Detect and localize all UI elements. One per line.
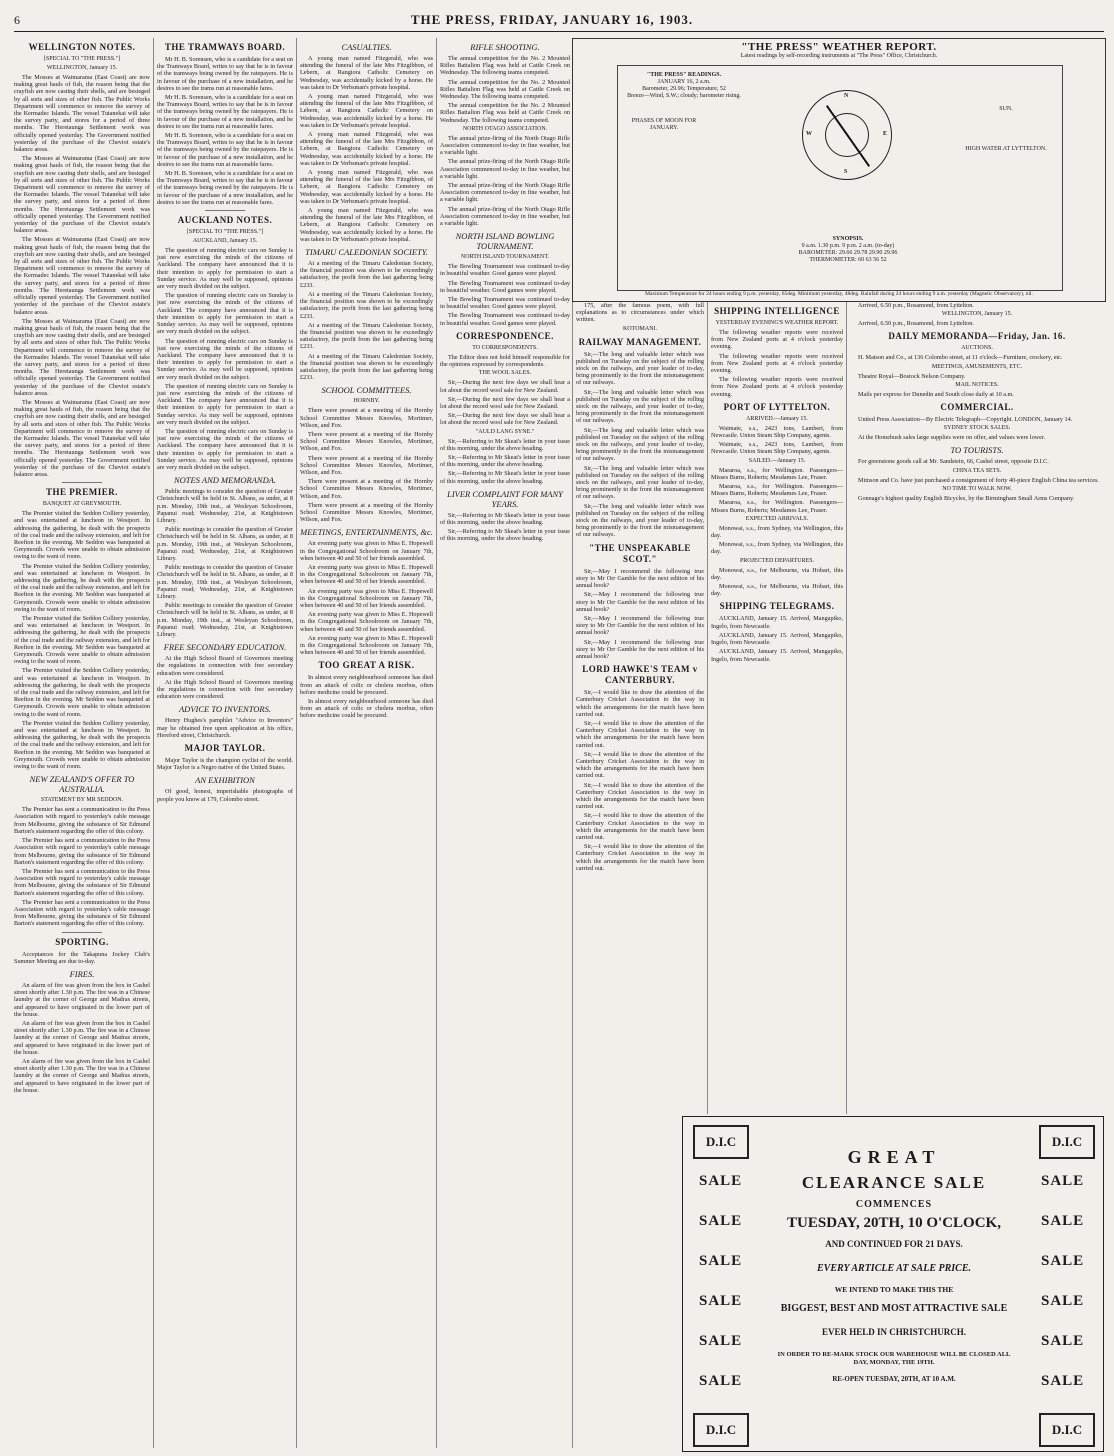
ad-duration: AND CONTINUED FOR 21 DAYS. — [825, 1239, 963, 1249]
article-heading: PORT OF LYTTELTON. — [723, 401, 831, 412]
article-byline: [SPECIAL TO "THE PRESS."] — [43, 56, 121, 62]
article-body: The Premier has sent a communication to the Press Association with regard to yesterday's cable message from Melbourne, giving the substance of Sir Edmund Barton's statement regarding the offer of this colony. — [14, 898, 150, 928]
article-body: Mr H. B. Sorensen, who is a candidate for a seat on the Tramways Board, writes to say that he is in favour of the tramways being owned by the ratepayers. He is in favour of the purchase of a new installation, and he desires to see the trams run at reasonable fares. — [157, 94, 293, 130]
article-heading: NOTES AND MEMORANDA. — [173, 475, 277, 486]
divider — [205, 210, 246, 211]
article-body: The Editor does not hold himself responsible for the opinions expressed by correspondents. — [440, 353, 570, 369]
article-body: The annual prize-firing of the North Otago Rifle Association commenced to-day in fine weather, but a variable light. — [440, 158, 570, 180]
article-body: Sir,—The long and valuable letter which was published on Tuesday on the subject of the rolling stock on the railways, and your leader of to-day, bring prominently to the front the mismanagement of our railways. — [576, 350, 704, 387]
article-signoff: KOTOMANI. — [622, 325, 658, 332]
sun-label: SUN. — [999, 106, 1013, 112]
article-body: The Mosses at Waimarama (East Coast) are now making great hauls of fish, the reason being that the crayfish are now casting their shells, and are besieged by all sorts and sizes of other fish. The Public Works Department will commence to remove the survey of the Kermadec Islands. The vessel Tutanekai will take the survey party, and stores for a period of three months. The Heretaunga Settlement work was officially opened yesterday. The Government notified yesterday of the purchase of the Cheviot estate's balance areas. — [14, 155, 150, 235]
article-body: There were present at a meeting of the Hornby School Committee Messrs Knowles, Mortimer, Wilson, and Fox. — [300, 407, 433, 429]
article-heading: TIMARU CALEDONIAN SOCIETY. — [305, 247, 428, 258]
article-body: The Mosses at Waimarama (East Coast) are now making great hauls of fish, the reason being that the crayfish are now casting their shells, and are besieged by all sorts and sizes of other fish. The Public Works Department will commence to remove the survey of the Kermadec Islands. The vessel Tutanekai will take the survey party, and stores for a period of three months. The Heretaunga Settlement work was officially opened yesterday. The Government notified yesterday of the purchase of the Cheviot estate's balance areas. — [14, 74, 150, 154]
moon-label: PHASES OF MOON FOR JANUARY. — [631, 118, 697, 131]
column-rule — [436, 38, 437, 1448]
article-body: AUCKLAND, January 15. Arrived, Mangapiko, Ingelo, from Newcastle. — [711, 615, 843, 630]
column-4 — [440, 38, 570, 1448]
article-body: An alarm of fire was given from the box in Cashel street shortly after 1.30 p.m. The fire was in a Chinese laundry at the corner of George and Madras streets, and appeared to have originated in the lower part of the house. — [14, 1057, 150, 1094]
column-1 — [14, 38, 150, 1448]
weather-report — [572, 38, 1106, 302]
article-body: The question of running electric cars on Sunday is just now exercising the minds of the citizens of Auckland. The company have announced that it is their intention to apply for permission to start a Sunday service. As may well be supposed, opinions are very much divided on the subject. — [157, 427, 293, 471]
article-body: An evening party was given to Miss E. Hopewell in the Congregational Schoolroom on January 7th, when between 40 and 50 of her friends assembled. — [300, 540, 433, 562]
article-heading: RIFLE SHOOTING. — [470, 42, 540, 52]
column-3 — [300, 38, 433, 1448]
article-body: Arrived, 6.50 p.m., Rosamond, from Lyttelton. — [858, 320, 974, 328]
article-body: At a meeting of the Timaru Caledonian Society, the financial position was shown to be exceedingly satisfactory, the profit from the last gathering being £233. — [300, 260, 433, 289]
article-body: A young man named Fitzgerald, who was attending the funeral of the late Mrs Fitzgibbon, of Lebern, at Rangiora Catholic Cemetery on Wednesday, was accidentally kicked by a horse. He was taken to Dr Verbsman's private hospital. — [300, 55, 433, 91]
sale-label: SALE — [1041, 1173, 1085, 1189]
dic-logo: D.I.C — [1039, 1125, 1095, 1159]
weather-footer: Maximum Temperature for 24 hours ending 9 p.m. yesterday, 65deg. Minimum yesterday, 48deg. Rainfall during 24 hours ending 9 a.m. yesterday (Magnetic Observatory), nil. — [645, 290, 1033, 297]
column-2 — [157, 38, 293, 1448]
article-body: At the High School Board of Governors meeting the regulations in connection with free secondary education were considered. — [157, 678, 293, 701]
article-dateline: WELLINGTON, January 15. — [46, 65, 118, 71]
article-body: The following weather reports were received from New Zealand ports at 4 o'clock yesterday evening. — [711, 352, 843, 375]
article-subheading: AUCTIONS. — [961, 345, 993, 352]
readings-date: JANUARY 16, 2 a.m. — [657, 79, 711, 85]
article-body: In almost every neighbourhood someone has died from an attack of colic or cholera morbus, often before medicine could be procured. — [300, 674, 433, 696]
article-body: United Press Association—By Electric Telegraph—Copyright. LONDON, January 14. — [858, 416, 1073, 424]
article-heading: LIVER COMPLAINT FOR MANY YEARS. — [447, 488, 563, 509]
article-body: Sir,—Referring to Mr Skeat's letter in your issue of this morning, under the above heading. — [440, 511, 570, 526]
moon-phases — [624, 118, 704, 132]
article-body: Acceptances for the Takapuna Jockey Club's Summer Meeting are due to-day. — [14, 950, 150, 965]
sale-label: SALE — [1041, 1293, 1085, 1309]
article-body: Mr H. B. Sorensen, who is a candidate for a seat on the Tramways Board, writes to say that he is in favour of the tramways being owned by the ratepayers. He is in favour of the purchase of a new installation, and he desires to see the trams run at reasonable fares. — [157, 132, 293, 168]
article-body: Sir,—The long and valuable letter which was published on Tuesday on the subject of the rolling stock on the railways, and your leader of to-day, bring prominently to the front the mismanagement of our railways. — [576, 502, 704, 539]
article-heading: RAILWAY MANAGEMENT. — [578, 336, 702, 347]
article-body: Mails per express for Dunedin and South close daily at 10 a.m. — [858, 390, 1014, 398]
column-rule — [846, 302, 847, 1114]
synopsis-thermometer: THERMOMETER: 60 63 56 52 — [809, 257, 887, 263]
article-body: There were present at a meeting of the Hornby School Committee Messrs Knowles, Mortimer, Wilson, and Fox. — [300, 501, 433, 524]
tide-box — [958, 146, 1054, 153]
sale-label: SALE — [1041, 1333, 1085, 1349]
article-subheading: EXPECTED ARRIVALS. — [745, 515, 809, 522]
masthead — [14, 10, 1104, 30]
divider — [62, 482, 103, 483]
article-body: Sir,—I would like to draw the attention of the Canterbury Cricket Association to the way in which the arrangements for the match have been carried out. — [576, 812, 704, 841]
article-body: Sir,—The long and valuable letter which was published on Tuesday on the subject of the rolling stock on the railways, and your leader of to-day, bring prominently to the front the mismanagement of our railways. — [576, 464, 704, 501]
synopsis-barometer: BAROMETER: 29.66 29.78 29.90 29.96 — [798, 250, 898, 256]
article-subheading: THE WOOL SALES. — [478, 370, 532, 377]
article-body: Sir,—The long and valuable letter which was published on Tuesday on the subject of the rolling stock on the railways, and your leader of to-day, bring prominently to the front the mismanagement of our railways. — [576, 388, 704, 425]
readings-title: "THE PRESS" READINGS. — [646, 72, 722, 78]
column-rule — [707, 302, 708, 1114]
article-body: Mr H. B. Sorensen, who is a candidate for a seat on the Tramways Board, writes to say that he is in favour of the tramways being owned by the ratepayers. He is in favour of the purchase of a new installation, and he desires to see the trams run at reasonable fares. — [157, 170, 293, 206]
article-body: Monowai, s.s., from Sydney, via Wellington, this day. — [711, 541, 843, 556]
article-subheading: SAILED.—January 15. — [748, 457, 806, 464]
article-subheading: PROJECTED DEPARTURES. — [739, 557, 815, 564]
article-body: The question of running electric cars on Sunday is just now exercising the minds of the citizens of Auckland. The company have announced that it is their intention to apply for permission to start a Sunday service. As may well be supposed, opinions are very much divided on the subject. — [157, 337, 293, 381]
article-body: Monowai, s.s., for Melbourne, via Hobart, this day. — [711, 566, 843, 581]
sale-label: SALE — [1041, 1213, 1085, 1229]
article-body: Sir,—Referring to Mr Skeat's letter in your issue of this morning, under the above heading. — [440, 437, 570, 452]
article-body: The annual competition for the No. 2 Mounted Rifles Battalion Flag was held at Cattle Creek on Wednesday. The following teams competed. — [440, 102, 570, 124]
article-body: Public meetings to consider the question of Greater Christchurch will be held in St. Albans, as under, at 8 p.m. Monday, 19th inst., at Wesleyan Schoolroom, Papanui road; Wednesday, 21st, at Knightstown Library. — [157, 564, 293, 600]
article-body: In almost every neighbourhood someone has died from an attack of colic or cholera morbus, often before medicine could be procured. — [300, 698, 433, 720]
article-body: The Premier visited the Seddon Colliery yesterday, and was entertained at luncheon in Westport. In addressing the gathering, he dealt with the prospects of the coal trade and the railway extension, and left for Reefton in the evening. Mr Seddon was banqueted at Greymouth. Crowds were unable to obtain admission owing to the want of room. — [14, 615, 150, 666]
page-number: 6 — [14, 12, 20, 27]
article-body: The question of running electric cars on Sunday is just now exercising the minds of the citizens of Auckland. The company have announced that it is their intention to apply for permission to start a Sunday service. As may well be supposed, opinions are very much divided on the subject. — [157, 247, 293, 291]
article-subheading: NORTH OTAGO ASSOCIATION. — [462, 125, 548, 132]
article-body: The Mosses at Waimarama (East Coast) are now making great hauls of fish, the reason being that the crayfish are now casting their shells, and are besieged by all sorts and sizes of other fish. The Public Works Department will commence to remove the survey of the Kermadec Islands. The vessel Tutanekai will take the survey party, and stores for a period of three months. The Heretaunga Settlement work was officially opened yesterday. The Government notified yesterday of the purchase of the Cheviot estate's balance areas. — [14, 317, 150, 397]
article-heading: THE TRAMWAYS BOARD. — [164, 42, 286, 52]
weather-subtitle: Latest readings by self-recording instruments at "The Press" Office, Christchurch. — [740, 53, 938, 59]
sale-label: SALE — [699, 1333, 743, 1349]
article-body: An evening party was given to Miss E. Hopewell in the Congregational Schoolroom on January 7th, when between 40 and 50 of her friends assembled. — [300, 563, 433, 586]
sale-label: SALE — [699, 1293, 743, 1309]
article-heading: TOO GREAT A RISK. — [318, 660, 415, 671]
article-heading: COMMERCIAL. — [940, 402, 1014, 413]
article-heading: AUCKLAND NOTES. — [177, 215, 273, 226]
article-body: The Premier visited the Seddon Colliery yesterday, and was entertained at luncheon in Westport. In addressing the gathering, he dealt with the prospects of the coal trade and the railway extension, and left for Reefton in the evening. Mr Seddon was banqueted at Greymouth. Crowds were unable to obtain admission owing to the want of room. — [14, 667, 150, 718]
sun-box — [958, 106, 1054, 113]
article-body: 175, after the famous poem, with full explanations as to circumstances under which written. — [576, 302, 704, 324]
article-body: A young man named Fitzgerald, who was attending the funeral of the late Mrs Fitzgibbon, of Lebern, at Rangiora Catholic Cemetery on Wednesday, was accidentally kicked by a horse. He was taken to Dr Verbsman's private hospital. — [300, 169, 433, 205]
article-body: An alarm of fire was given from the box in Cashel street shortly after 1.30 p.m. The fire was in a Chinese laundry at the corner of George and Madras streets, and appeared to have originated in the lower part of the house. — [14, 981, 150, 1018]
article-body: The Mosses at Waimarama (East Coast) are now making great hauls of fish, the reason being that the crayfish are now casting their shells, and are besieged by all sorts and sizes of other fish. The Public Works Department will commence to remove the survey of the Kermadec Islands. The vessel Tutanekai will take the survey party, and stores for a period of three months. The Heretaunga Settlement work was officially opened yesterday. The Government notified yesterday of the purchase of the Cheviot estate's balance areas. — [14, 398, 150, 478]
ad-headline-great: GREAT — [847, 1147, 941, 1167]
ad-headline-clearance: CLEARANCE SALE — [801, 1173, 987, 1192]
article-body: Monowai, s.s., for Melbourne, via Hobart, this day. — [711, 583, 843, 598]
article-body: Monowai, s.s., from Sydney, via Wellington, this day. — [711, 524, 843, 540]
article-heading: CORRESPONDENCE. — [456, 330, 554, 341]
column-rule — [296, 38, 297, 1448]
compass-east: E — [883, 131, 888, 137]
article-body: For greenstone goods call at Mr. Sandstein, 66, Cashel street, opposite D.I.C. — [858, 458, 1049, 466]
article-subheading: BANQUET AT GREYMOUTH. — [42, 501, 122, 508]
ad-biggest: BIGGEST, BEST AND MOST ATTRACTIVE SALE — [780, 1303, 1008, 1314]
article-body: The Bowling Tournament was continued to-day in beautiful weather. Good games were played. — [440, 279, 570, 294]
article-body: Sir,—May I recommend the following true story to Mr Orr Gamble for the next edition of his annual book? — [576, 591, 704, 613]
article-body: Sir,—During the next few days we shall hear a lot about the record wool sale for New Zealand. — [440, 412, 570, 427]
article-heading: "THE UNSPEAKABLE SCOT." — [589, 542, 691, 564]
article-subheading: WELLINGTON, January 15. — [941, 311, 1013, 318]
dic-logo: D.I.C — [693, 1413, 749, 1447]
article-body: Sir,—May I recommend the following true story to Mr Orr Gamble for the next edition of his annual book? — [576, 567, 704, 590]
article-subheading: ARRIVED.—January 15. — [746, 415, 808, 422]
dic-sale-advertisement — [682, 1116, 1104, 1452]
article-heading: THE PREMIER. — [45, 487, 118, 498]
ad-intend: WE INTEND TO MAKE THIS THE — [834, 1285, 954, 1294]
article-heading: AN EXHIBITION — [195, 775, 255, 786]
article-body: AUCKLAND, January 15. Arrived, Mangapiko, Ingelo, from Newcastle. — [711, 648, 843, 663]
article-body: The annual prize-firing of the North Otago Rifle Association commenced to-day in fine weather, but a variable light. — [440, 182, 570, 204]
sale-label: SALE — [699, 1253, 743, 1269]
sale-label: SALE — [1041, 1253, 1085, 1269]
masthead-rule — [14, 31, 1104, 32]
divider — [62, 932, 103, 933]
article-body: At the Homebush sales large supplies were on offer, and values were lower. — [858, 434, 1046, 442]
sale-label: SALE — [699, 1173, 743, 1189]
article-body: The Mosses at Waimarama (East Coast) are now making great hauls of fish, the reason being that the crayfish are now casting their shells, and are besieged by all sorts and sizes of other fish. The Public Works Department will commence to remove the survey of the Kermadec Islands. The vessel Tutanekai will take the survey party, and stores for a period of three months. The Heretaunga Settlement work was officially opened yesterday. The Government notified yesterday of the purchase of the Cheviot estate's balance areas. — [14, 236, 150, 316]
article-body: Gonnage's highest quality English Bicycles, by the Birmingham Small Arms Company. — [858, 494, 1075, 502]
ad-every-article: EVERY ARTICLE AT SALE PRICE. — [816, 1263, 972, 1274]
article-heading: NORTH ISLAND BOWLING TOURNAMENT. — [455, 231, 555, 252]
article-heading: SHIPPING INTELLIGENCE — [714, 306, 840, 316]
readings-box — [624, 72, 744, 100]
article-body: Sir,—The long and valuable letter which was published on Tuesday on the subject of the rolling stock on the railways, and your leader of to-day, bring prominently to the front the mismanagement of our railways. — [576, 426, 704, 463]
article-body: The Premier has sent a communication to the Press Association with regard to yesterday's cable message from Melbourne, giving the substance of Sir Edmund Barton's statement regarding the offer of this colony. — [14, 837, 150, 866]
compass-north: N — [844, 93, 849, 99]
article-heading: MEETINGS, ENTERTAINMENTS, &c. — [300, 527, 433, 538]
article-heading: MAJOR TAYLOR. — [184, 743, 266, 754]
article-body: The Bowling Tournament was continued to-day in beautiful weather. Good games were played. — [440, 296, 570, 311]
article-body: Mararoa, s.s., for Wellington. Passengers—Misses Burns, Roberts; Mesdames Lee, Fraser. — [711, 483, 843, 498]
article-subheading: CHINA TEA SETS. — [952, 467, 1002, 474]
article-body: The Premier has sent a communication to the Press Association with regard to yesterday's cable message from Melbourne, giving the substance of Sir Edmund Barton's statement regarding the offer of this colony. — [14, 867, 150, 897]
column-rule — [572, 300, 573, 1448]
article-body: An evening party was given to Miss E. Hopewell in the Congregational Schoolroom on January 7th, when between 40 and 50 of her friends assembled. — [300, 611, 433, 633]
article-subheading: "AULD LANG SYNE." — [475, 428, 535, 435]
article-body: The Bowling Tournament was continued to-day in beautiful weather. Good games were played. — [440, 263, 570, 278]
article-body: The question of running electric cars on Sunday is just now exercising the minds of the citizens of Auckland. The company have announced that it is their intention to apply for permission to start a Sunday service. As may well be supposed, opinions are very much divided on the subject. — [157, 292, 293, 336]
article-body: At the High School Board of Governors meeting the regulations in connection with free secondary education were considered. — [157, 655, 293, 677]
article-body: Sir,—I would like to draw the attention of the Canterbury Cricket Association to the way in which the arrangements for the match have been carried out. — [576, 719, 704, 749]
ad-commences: COMMENCES — [855, 1199, 933, 1210]
article-body: The question of running electric cars on Sunday is just now exercising the minds of the citizens of Auckland. The company have announced that it is their intention to apply for permission to start a Sunday service. As may well be supposed, opinions are very much divided on the subject. — [157, 382, 293, 426]
article-body: The Premier visited the Seddon Colliery yesterday, and was entertained at luncheon in Westport. In addressing the gathering, he dealt with the prospects of the coal trade and the railway extension, and left for Reefton in the evening. Mr Seddon was banqueted at Greymouth. Crowds were unable to obtain admission owing to the want of room. — [14, 510, 150, 561]
article-subheading: YESTERDAY EVENING'S WEATHER REPORT. — [715, 320, 839, 326]
article-body: The Premier visited the Seddon Colliery yesterday, and was entertained at luncheon in Westport. In addressing the gathering, he dealt with the prospects of the coal trade and the railway extension, and left for Reefton in the evening. Mr Seddon was banqueted at Greymouth. Crowds were unable to obtain admission owing to the want of room. — [14, 562, 150, 613]
article-body: The Bowling Tournament was continued to-day in beautiful weather. Good games were played. — [440, 312, 570, 327]
article-subheading: MAIL NOTICES. — [955, 381, 999, 388]
article-body: Waimate, s.s., 2423 tons, Lambert, from Newcastle. Union Steam Ship Company, agents. — [711, 424, 843, 440]
article-body: There were present at a meeting of the Hornby School Committee Messrs Knowles, Mortimer, Wilson, and Fox. — [300, 430, 433, 453]
article-body: Of good, honest, imperishable photographs of people you know at 179, Colombo street. — [157, 788, 293, 803]
article-body: Sir,—I would like to draw the attention of the Canterbury Cricket Association to the way in which the arrangements for the match have been carried out. — [576, 843, 704, 872]
article-subheading: MEETINGS, AMUSEMENTS, ETC. — [931, 363, 1023, 370]
article-body: Mararoa, s.s., for Wellington. Passengers—Misses Burns, Roberts; Mesdames Lee, Fraser. — [711, 466, 843, 481]
readings-line: Barometer, 29.96; Temperature, 52 — [642, 86, 726, 92]
synopsis — [718, 236, 978, 264]
article-body: An evening party was given to Miss E. Hopewell in the Congregational Schoolroom on January 7th, when between 40 and 50 of her friends assembled. — [300, 634, 433, 657]
article-body: An evening party was given to Miss E. Hopewell in the Congregational Schoolroom on January 7th, when between 40 and 50 of her friends assembled. — [300, 587, 433, 609]
article-dateline: AUCKLAND, January 15. — [192, 238, 258, 245]
article-heading: ADVICE TO INVENTORS. — [178, 704, 271, 715]
compass-rose-icon — [802, 90, 892, 180]
ad-ever-held: EVER HELD IN CHRISTCHURCH. — [821, 1327, 967, 1337]
synopsis-times: 9 a.m. 1.30 p.m. 9 p.m. 2 a.m. (to-day) — [801, 243, 895, 249]
article-body: Sir,—During the next few days we shall hear a lot about the record wool sale for New Zealand. — [440, 379, 570, 394]
article-body: At a meeting of the Timaru Caledonian Society, the financial position was shown to be exceedingly satisfactory, the profit from the last gathering being £233. — [300, 321, 433, 351]
sale-label: SALE — [699, 1373, 743, 1389]
article-body: The Premier visited the Seddon Colliery yesterday, and was entertained at luncheon in Westport. In addressing the gathering, he dealt with the prospects of the coal trade and the railway extension, and left for Reefton in the evening. Mr Seddon was banqueted at Greymouth. Crowds were unable to obtain admission owing to the want of room. — [14, 719, 150, 771]
article-body: The following weather reports were received from New Zealand ports at 4 o'clock yesterday evening. — [711, 329, 843, 351]
article-subheading: TO CORRESPONDENTS. — [472, 344, 538, 351]
article-body: Arrived, 6.50 p.m., Rosamond, from Lyttelton. — [858, 302, 974, 309]
article-subheading: HORNBY. — [353, 398, 380, 405]
article-body: Public meetings to consider the question of Greater Christchurch will be held in St. Albans, as under, at 8 p.m. Monday, 19th inst., at Wesleyan Schoolroom, Papanui road; Wednesday, 21st, at Knightstown Library. — [157, 602, 293, 639]
ad-date: TUESDAY, 20TH, 10 O'CLOCK, — [787, 1215, 1001, 1231]
ad-notice: IN ORDER TO RE-MARK STOCK OUR WAREHOUSE WILL BE CLOSED ALL DAY, MONDAY, THE 19TH. — [777, 1351, 1011, 1366]
article-heading: FIRES. — [69, 968, 95, 979]
article-body: Sir,—I would like to draw the attention of the Canterbury Cricket Association to the way in which the arrangements for the match have been carried out. — [576, 750, 704, 780]
article-subheading: NORTH ISLAND TOURNAMENT. — [460, 254, 550, 261]
article-heading: CASUALTIES. — [341, 42, 392, 52]
article-subheading: SYDNEY STOCK SALES. — [943, 425, 1011, 432]
article-body: There were present at a meeting of the Hornby School Committee Messrs Knowles, Mortimer, Wilson, and Fox. — [300, 454, 433, 476]
article-heading: SPORTING. — [55, 936, 109, 947]
article-body: The Premier has sent a communication to the Press Association with regard to yesterday's cable message from Melbourne, giving the substance of Sir Edmund Barton's statement regarding the offer of this colony. — [14, 806, 150, 835]
article-heading: DAILY MEMORANDA—Friday, Jan. 16. — [888, 331, 1066, 342]
article-body: The annual competition for the No. 2 Mounted Rifles Battalion Flag was held at Cattle Creek on Wednesday. The following teams competed. — [440, 78, 570, 101]
article-body: A young man named Fitzgerald, who was attending the funeral of the late Mrs Fitzgibbon, of Lebern, at Rangiora Catholic Cemetery on Wednesday, was accidentally kicked by a horse. He was taken to Dr Verbsman's private hospital. — [300, 131, 433, 167]
column-6 — [711, 302, 843, 1114]
article-byline: [SPECIAL TO "THE PRESS."] — [186, 229, 264, 236]
article-body: A young man named Fitzgerald, who was attending the funeral of the late Mrs Fitzgibbon, of Lebern, at Rangiora Catholic Cemetery on Wednesday, was accidentally kicked by a horse. He was taken to Dr Verbsman's private hospital. — [300, 207, 433, 243]
article-body: AUCKLAND, January 15. Arrived, Mangapiko, Ingelo, from Newcastle. — [711, 631, 843, 647]
article-heading: FREE SECONDARY EDUCATION. — [163, 642, 287, 653]
compass-south: S — [844, 169, 848, 175]
dic-logo: D.I.C — [693, 1125, 749, 1159]
dic-logo: D.I.C — [1039, 1413, 1095, 1447]
article-body: Sir,—Referring to Mr Skeat's letter in your issue of this morning, under the above heading. — [440, 470, 570, 485]
article-body: Theatre Royal—Bostock Nelson Company. — [858, 372, 966, 380]
column-7 — [850, 302, 1104, 1114]
article-body: Waimate, s.s., 2423 tons, Lambert, from Newcastle. Union Steam Ship Company, agents. — [711, 441, 843, 456]
article-body: Mararoa, s.s., for Wellington. Passengers—Misses Burns, Roberts; Mesdames Lee, Fraser. — [711, 499, 843, 514]
article-body: Sir,—I would like to draw the attention of the Canterbury Cricket Association to the way in which the arrangements for the match have been carried out. — [576, 689, 704, 718]
article-body: The annual competition for the No. 2 Mounted Rifles Battalion Flag was held at Cattle Creek on Wednesday. The following teams competed. — [440, 55, 570, 77]
article-body: An alarm of fire was given from the box in Cashel street shortly after 1.30 p.m. The fire was in a Chinese laundry at the corner of George and Madras streets, and appeared to have originated in the lower part of the house. — [14, 1019, 150, 1056]
weather-chart — [617, 65, 1063, 291]
article-body: H. Matson and Co., at 136 Colombo street, at 11 o'clock—Furniture, crockery, etc. — [858, 354, 1063, 362]
article-body: Sir,—May I recommend the following true story to Mr Orr Gamble for the next edition of his annual book? — [576, 614, 704, 637]
article-body: Sir,—During the next few days we shall hear a lot about the record wool sale for New Zealand. — [440, 395, 570, 410]
article-heading: TO TOURISTS. — [950, 445, 1004, 456]
newspaper-title: THE PRESS, FRIDAY, JANUARY 16, 1903. — [410, 12, 694, 27]
article-body: Sir,—Referring to Mr Skeat's letter in your issue of this morning, under the above heading. — [440, 528, 570, 543]
article-subheading: NO TIME TO WALK NOW. — [942, 485, 1012, 492]
article-heading: SCHOOL COMMITTEES. — [321, 385, 412, 396]
article-body: The annual prize-firing of the North Otago Rifle Association commenced to-day in fine weather, but a variable light. — [440, 134, 570, 157]
article-body: Public meetings to consider the question of Greater Christchurch will be held in St. Albans, as under, at 8 p.m. Monday, 19th inst., at Wesleyan Schoolroom, Papanui road; Wednesday, 21st, at Knightstown Library. — [157, 488, 293, 524]
article-body: Mimson and Co. have just purchased a consignment of forty 40-piece English China tea services. — [858, 476, 1099, 484]
article-body: The following weather reports were received from New Zealand ports at 4 o'clock yesterday evening. — [711, 376, 843, 398]
article-body: Public meetings to consider the question of Greater Christchurch will be held in St. Albans, as under, at 8 p.m. Monday, 19th inst., at Wesleyan Schoolroom, Papanui road; Wednesday, 21st, at Knightstown Library. — [157, 526, 293, 562]
weather-title: "THE PRESS" WEATHER REPORT. — [741, 41, 937, 53]
article-heading: NEW ZEALAND'S OFFER TO AUSTRALIA. — [29, 774, 135, 795]
article-body: Mr H. B. Sorensen, who is a candidate for a seat on the Tramways Board, writes to say that he is in favour of the tramways being owned by the ratepayers. He is in favour of the purchase of a new installation, and he desires to see the trams run at reasonable fares. — [157, 56, 293, 92]
synopsis-title: SYNOPSIS. — [832, 236, 864, 242]
compass-west: W — [806, 131, 812, 137]
article-body: Sir,—May I recommend the following true story to Mr Orr Gamble for the next edition of his annual book? — [576, 638, 704, 660]
article-body: Sir,—Referring to Mr Skeat's letter in your issue of this morning, under the above heading. — [440, 453, 570, 469]
sale-label: SALE — [1041, 1373, 1085, 1389]
article-body: Major Taylor is the champion cyclist of the world. Major Taylor is a Negro native of the United States. — [157, 757, 293, 772]
article-body: Sir,—I would like to draw the attention of the Canterbury Cricket Association to the way in which the arrangements for the match have been carried out. — [576, 781, 704, 811]
column-rule — [153, 38, 154, 1448]
article-body: At a meeting of the Timaru Caledonian Society, the financial position was shown to be exceedingly satisfactory, the profit from the last gathering being £233. — [300, 290, 433, 320]
article-body: At a meeting of the Timaru Caledonian Society, the financial position was shown to be exceedingly satisfactory, the profit from the last gathering being £233. — [300, 352, 433, 382]
ad-reopen: RE-OPEN TUESDAY, 20TH, AT 10 A.M. — [832, 1375, 956, 1383]
article-body: The annual prize-firing of the North Otago Rifle Association commenced to-day in fine weather, but a variable light. — [440, 205, 570, 228]
article-heading: LORD HAWKE'S TEAM v CANTERBURY. — [582, 664, 698, 686]
article-heading: WELLINGTON NOTES. — [28, 42, 136, 52]
sale-label: SALE — [699, 1213, 743, 1229]
article-subheading: STATEMENT BY MR SEDDON. — [40, 797, 124, 804]
article-heading: SHIPPING TELEGRAMS. — [719, 601, 835, 612]
article-body: There were present at a meeting of the Hornby School Committee Messrs Knowles, Mortimer, Wilson, and Fox. — [300, 478, 433, 500]
article-body: A young man named Fitzgerald, who was attending the funeral of the late Mrs Fitzgibbon, of Lebern, at Rangiora Catholic Cemetery on Wednesday, was accidentally kicked by a horse. He was taken to Dr Verbsman's private hospital. — [300, 93, 433, 129]
readings-wind: Breeze—Wind, S.W.; cloudy; barometer rising. — [627, 93, 741, 99]
tide-label: HIGH WATER AT LYTTELTON. — [965, 146, 1047, 152]
article-body: Henry Hughes's pamphlet "Advice to Inventors" may be obtained free upon application at his office, Hereford street, Christchurch. — [157, 717, 293, 739]
